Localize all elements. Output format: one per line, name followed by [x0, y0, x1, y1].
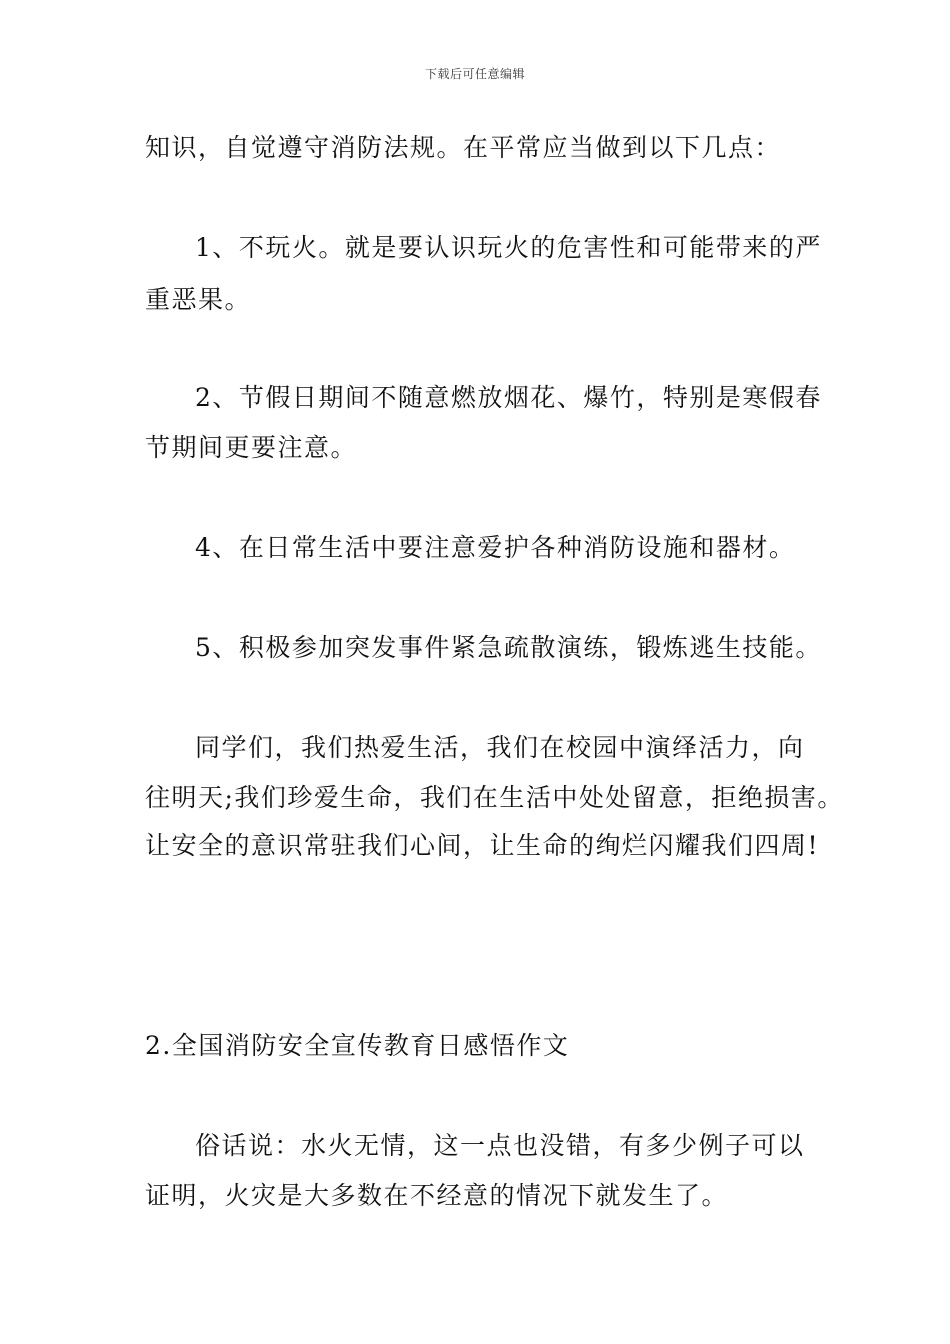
list-item-line: 节期间更要注意。 [145, 433, 358, 462]
list-item-line: 1、不玩火。就是要认识玩火的危害性和可能带来的严 [195, 233, 822, 262]
paragraph-line: 俗话说：水火无情，这一点也没错，有多少例子可以 [195, 1131, 805, 1160]
paragraph-line: 知识，自觉遵守消防法规。在平常应当做到以下几点： [145, 133, 782, 162]
list-item-line: 重恶果。 [145, 285, 252, 314]
page-header: 下载后可任意编辑 [424, 67, 525, 81]
list-item-line: 2、节假日期间不随意燃放烟花、爆竹，特别是寒假春 [195, 383, 822, 412]
paragraph-line: 证明，火灾是大多数在不经意的情况下就发生了。 [145, 1181, 729, 1210]
paragraph-line: 往明天;我们珍爱生命，我们在生活中处处留意，拒绝损害。 [145, 783, 844, 812]
paragraph-line: 同学们，我们热爱生活，我们在校园中演绎活力，向 [195, 733, 805, 762]
list-item-line: 5、积极参加突发事件紧急疏散演练，锻炼逃生技能。 [195, 633, 822, 662]
paragraph-line: 让安全的意识常驻我们心间，让生命的绚烂闪耀我们四周! [145, 831, 820, 860]
list-item-line: 4、在日常生活中要注意爱护各种消防设施和器材。 [195, 533, 796, 562]
section-heading: 2.全国消防安全宣传教育日感悟作文 [145, 1031, 570, 1060]
